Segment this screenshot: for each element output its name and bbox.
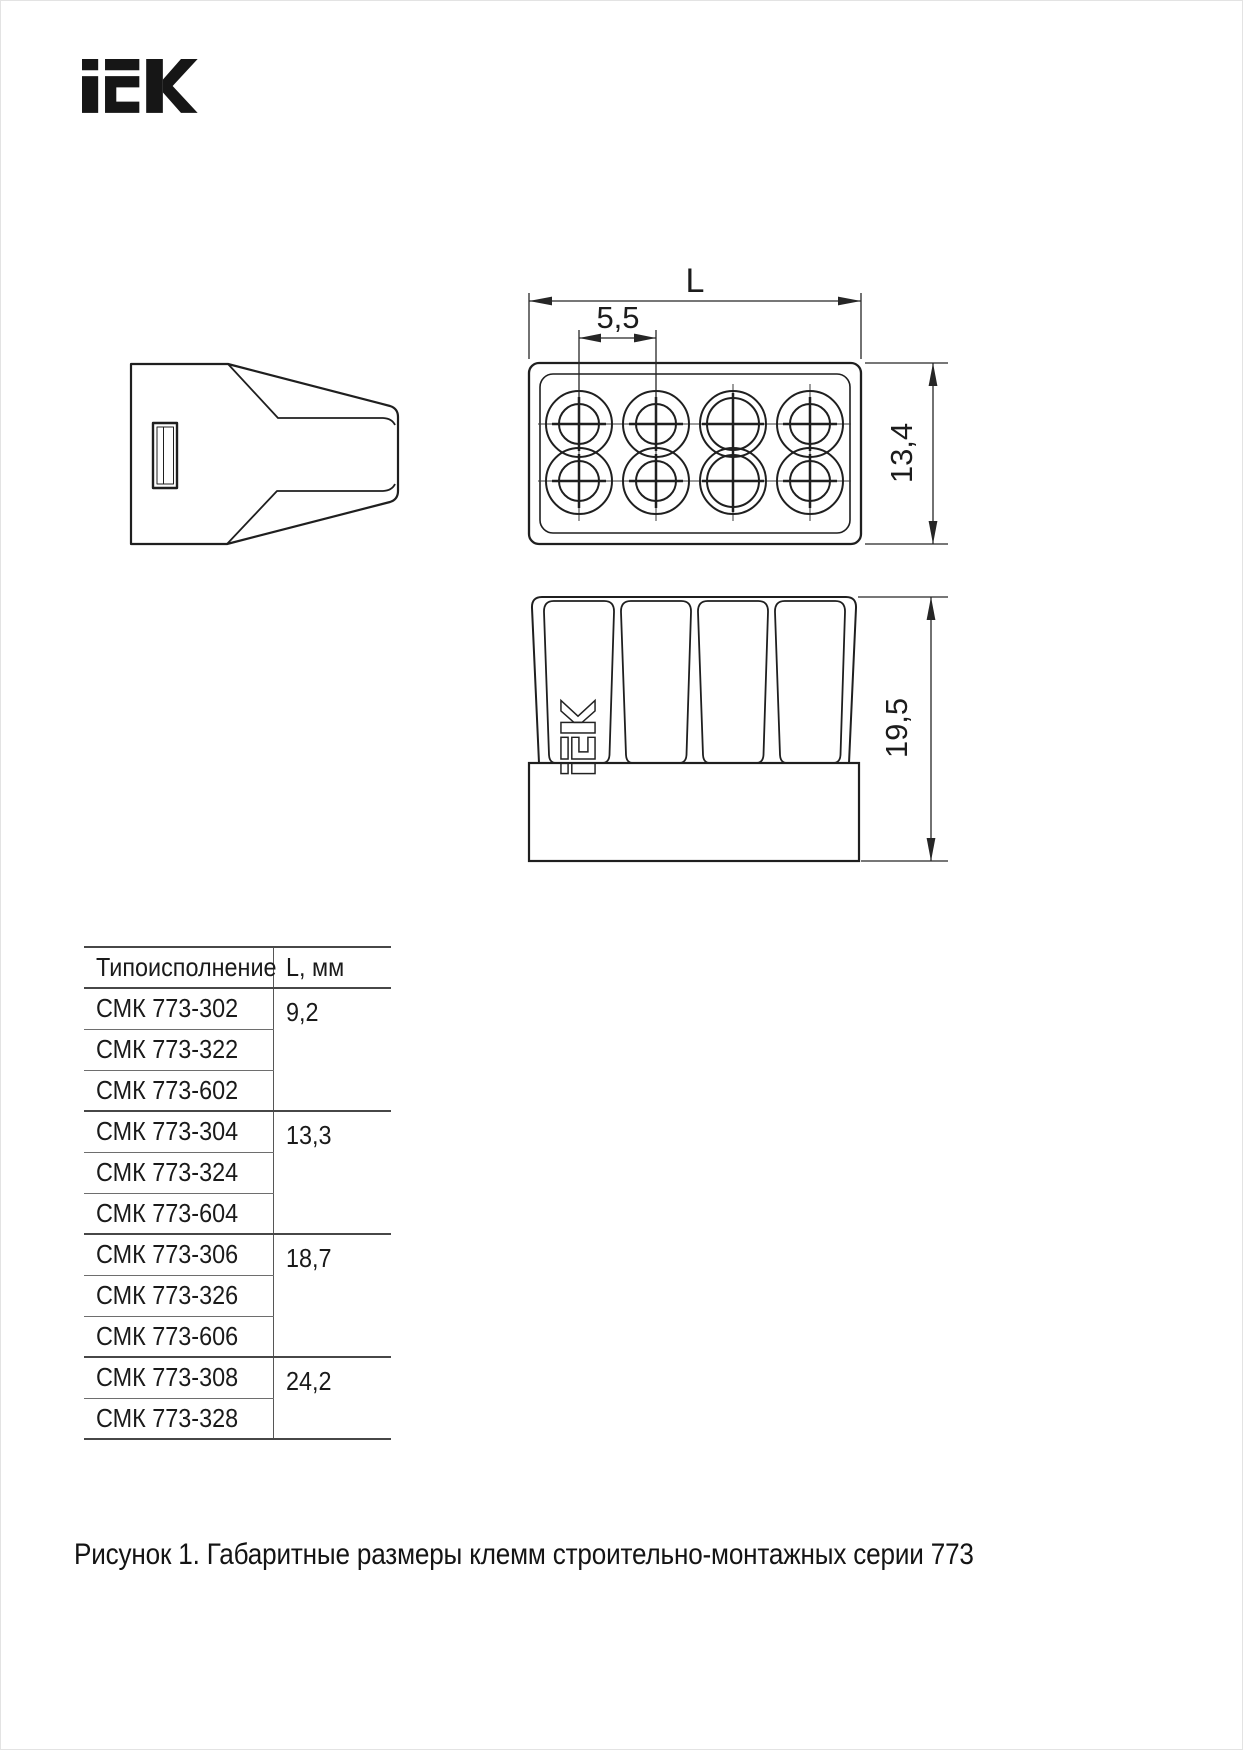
dim-label-height: 19,5 [879, 697, 914, 759]
model-cell: СМК 773-324 [84, 1152, 273, 1193]
table-header-row [84, 947, 391, 988]
model-cell: СМК 773-322 [84, 1029, 273, 1070]
length-cell: 9,2 [273, 988, 391, 1111]
side-view-slot [153, 423, 177, 488]
model-cell: СМК 773-602 [84, 1070, 273, 1111]
model-cell: СМК 773-304 [84, 1111, 273, 1152]
length-cell: 24,2 [273, 1357, 391, 1439]
front-segments [544, 601, 845, 763]
table-row [84, 1234, 391, 1275]
dimension-pitch [579, 300, 656, 422]
model-cell: СМК 773-308 [84, 1357, 273, 1398]
model-cell: СМК 773-604 [84, 1193, 273, 1234]
length-cell: 18,7 [273, 1234, 391, 1357]
length-cell: 13,3 [273, 1111, 391, 1234]
model-cell: СМК 773-306 [84, 1234, 273, 1275]
dim-label-L: L [685, 262, 705, 300]
spec-table [84, 946, 391, 1440]
figure-caption: Рисунок 1. Габаритные размеры клемм строительно-монтажных серии 773 [74, 1538, 974, 1571]
table-row [84, 988, 391, 1029]
header-length: L, мм [273, 947, 391, 988]
side-view-drawing [131, 364, 398, 544]
terminal-holes [546, 391, 843, 514]
table-row [84, 1111, 391, 1152]
dim-label-depth: 13,4 [884, 422, 919, 484]
technical-drawing [1, 1, 1243, 911]
dimension-depth [865, 363, 948, 544]
model-cell: СМК 773-606 [84, 1316, 273, 1357]
iek-logo-embossed-icon [561, 700, 595, 773]
model-cell: СМК 773-328 [84, 1398, 273, 1439]
header-type: Типоисполнение [84, 947, 273, 988]
dimension-height [858, 597, 948, 861]
dim-label-pitch: 5,5 [596, 300, 640, 335]
iek-logo-icon [82, 59, 198, 113]
model-cell: СМК 773-302 [84, 988, 273, 1029]
table-row [84, 1357, 391, 1398]
front-view-drawing [529, 597, 859, 861]
model-cell: СМК 773-326 [84, 1275, 273, 1316]
